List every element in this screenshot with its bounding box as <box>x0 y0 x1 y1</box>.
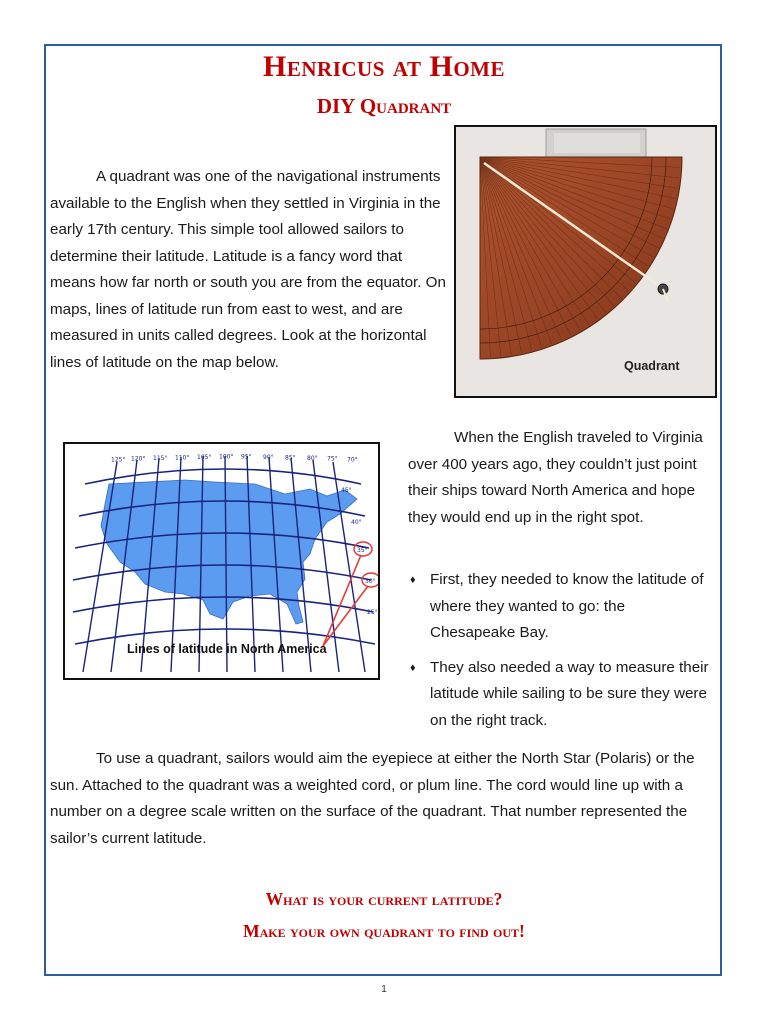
bullet-item <box>408 655 713 735</box>
map-caption: Lines of latitude in North America <box>127 642 327 656</box>
longitude-label: 115° <box>153 455 168 463</box>
quadrant-photo <box>454 125 717 398</box>
longitude-label: 85° <box>285 454 296 462</box>
latitude-map <box>63 442 380 680</box>
longitude-label: 125° <box>111 456 126 464</box>
longitude-label: 105° <box>197 453 212 461</box>
bullet-item <box>408 567 713 647</box>
call-to-action: Make your own quadrant to find out! <box>243 921 525 941</box>
intro-paragraph: A quadrant was one of the navigational instruments available to the English when they settled in Virginia in the early 17th century. This simple tool allowed sailors to determine their latitude. Latitude is a fancy word that means how far north or south you are from the equator. On maps, lines of latitude run from east to west, and are measured in units called degrees. Look at the horizontal lines of latitude on the map below. <box>50 168 446 371</box>
latitude-label: 40° <box>351 519 362 526</box>
longitude-label: 100° <box>219 453 234 461</box>
photo-caption: Quadrant <box>624 359 680 373</box>
diamond-bullet-icon: ♦ <box>410 574 416 586</box>
travel-paragraph: When the English traveled to Virginia over 400 years ago, they couldn’t just point their ships toward North America and hope they would end up in the right spot. <box>408 429 703 526</box>
usage-paragraph: To use a quadrant, sailors would aim the eyepiece at either the North Star (Polaris) or the sun. Attached to the quadrant was a weighted cord, or plum line. The cord would line up with a number on a degree scale written on the surface of the quadrant. That number represented the sailor’s current latitude. <box>50 750 695 847</box>
question-latitude: What is your current latitude? <box>265 889 503 909</box>
quadrant-illustration <box>456 127 715 396</box>
latitude-label: 35° <box>357 547 368 554</box>
bullet-text: They also needed a way to measure their latitude while sailing to be sure they were on the right track. <box>430 658 709 729</box>
latitude-label: 45° <box>341 487 352 494</box>
longitude-label: 110° <box>175 454 190 462</box>
page-title: Henricus at Home <box>263 50 505 83</box>
bullet-text: First, they needed to know the latitude of where they wanted to go: the Chesapeake Bay. <box>430 571 704 641</box>
latitude-label: 25° <box>367 609 378 616</box>
longitude-label: 120° <box>131 455 146 463</box>
longitude-label: 70° <box>347 456 358 464</box>
diamond-bullet-icon: ♦ <box>410 661 416 674</box>
bullet-list <box>408 567 713 742</box>
page-subtitle: DIY Quadrant <box>316 94 452 118</box>
longitude-label: 90° <box>263 453 274 461</box>
longitude-label: 80° <box>307 455 318 463</box>
latitude-label: 30° <box>365 578 376 585</box>
longitude-label: 75° <box>327 455 338 463</box>
longitude-label: 95° <box>241 453 252 461</box>
page-number: 1 <box>381 984 387 995</box>
